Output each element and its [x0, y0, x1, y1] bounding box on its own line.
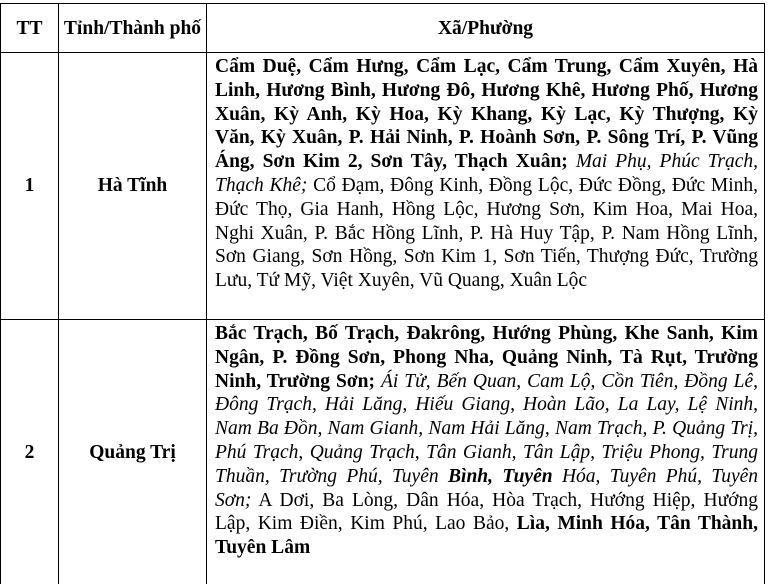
header-wards: Xã/Phường [207, 4, 765, 53]
wards-cell [207, 53, 765, 320]
table-row [1, 320, 765, 584]
wards-italic: Hóa, Tuyên Phú, Tuyên Sơn; [215, 465, 759, 511]
row-number: 1 [1, 53, 59, 320]
table-header-row [1, 4, 765, 53]
wards-italic: Ái Tử, Bến Quan, Cam Lộ, Cồn Tiên, Đồng Lê, Đông Trạch, Hải Lăng, Hiếu Giang, Hoàn Lão, La Lay, Lệ Ninh, Nam Ba Đồn, Nam Gianh, Nam Hải Lăng, Nam Trạch, P. Quảng Trị, Phú Trạch, Quảng Trạch, Tân Gianh, Tân Lập, Triệu Phong, Trung Thuần, Trường Phú, Tuyên [215, 370, 758, 487]
header-tt: TT [1, 4, 59, 53]
wards-italic: Mai Phụ, Phúc Trạch, Thạch Khê; [215, 151, 759, 196]
province-name: Hà Tĩnh [59, 53, 207, 320]
header-province: Tỉnh/Thành phố [59, 4, 207, 53]
wards-regular: Cổ Đạm, Đông Kinh, Đồng Lộc, Đức Đồng, Đức Minh, Đức Thọ, Gia Hanh, Hồng Lộc, Hương Sơn, Kim Hoa, Mai Hoa, Nghi Xuân, P. Bắc Hồng Lĩnh, P. Hà Huy Tập, P. Nam Hồng Lĩnh, Sơn Giang, Sơn Hồng, Sơn Kim 1, Sơn Tiến, Thượng Đức, Trường Lưu, Tứ Mỹ, Việt Xuyên, Vũ Quang, Xuân Lộc [215, 174, 759, 292]
province-name: Quảng Trị [59, 320, 207, 584]
province-wards-table [0, 3, 765, 584]
wards-bold: Lìa, Minh Hóa, Tân Thành, Tuyên Lâm [215, 513, 759, 559]
table-row [1, 53, 765, 320]
row-number: 2 [1, 320, 59, 584]
wards-bold: Bắc Trạch, Bố Trạch, Đakrông, Hướng Phùng, Khe Sanh, Kim Ngân, P. Đồng Sơn, Phong Nha, Quảng Ninh, Tà Rụt, Trường Ninh, Trường Sơn; [215, 323, 758, 392]
wards-bold: Cẩm Duệ, Cẩm Hưng, Cẩm Lạc, Cẩm Trung, Cẩm Xuyên, Hà Linh, Hương Bình, Hương Đô, Hương Khê, Hương Phố, Hương Xuân, Kỳ Anh, Kỳ Hoa, Kỳ Khang, Kỳ Lạc, Kỳ Thượng, Kỳ Văn, Kỳ Xuân, P. Hải Ninh, P. Hoành Sơn, P. Sông Trí, P. Vũng Áng, Sơn Kim 2, Sơn Tây, Thạch Xuân; [215, 56, 758, 173]
wards-bold-italic: Bình, Tuyên [448, 465, 553, 487]
wards-cell [207, 320, 765, 584]
wards-regular: A Dơi, Ba Lòng, Dân Hóa, Hòa Trạch, Hướng Hiệp, Hướng Lập, Kim Điền, Kim Phú, Lao Bảo, [215, 489, 758, 535]
